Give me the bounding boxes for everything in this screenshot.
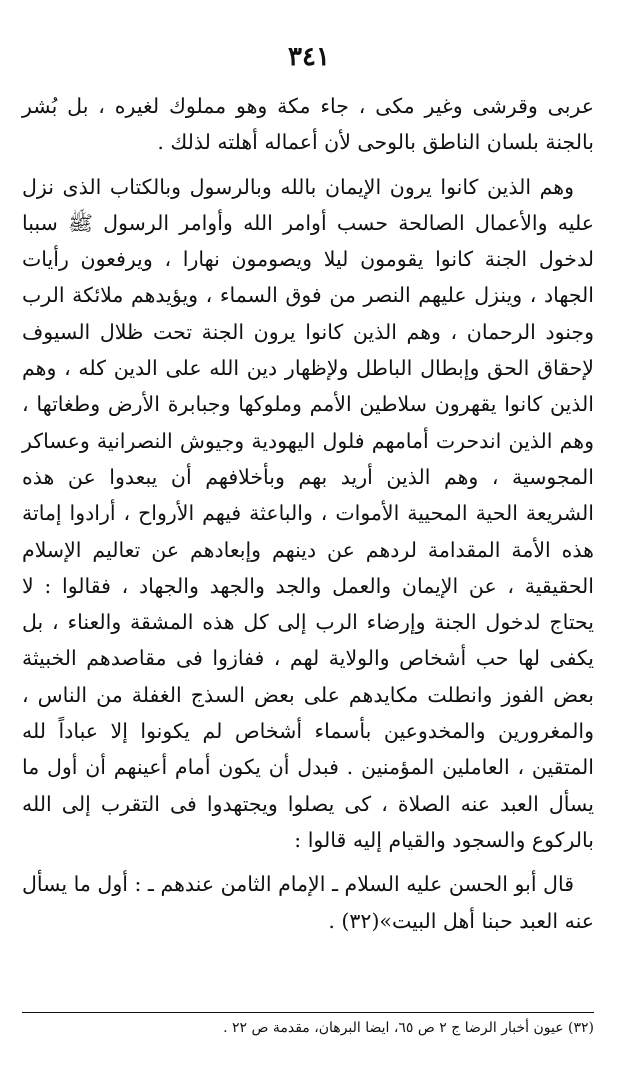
paragraph-3: قال أبو الحسن عليه السلام ـ الإمام الثامن عندهم ـ : أول ما يسأل عنه العبد حبنا أهل البيت»(٣٢) . [22, 872, 594, 933]
paragraph-2: وهم الذين كانوا يرون الإيمان بالله وبالرسول وبالكتاب الذى نزل عليه والأعمال الصالحة حسب أوامر الله وأوامر الرسول ﷺ سببا لدخول الجنة كانوا يقومون ليلا ويصومون نهارا ، ويرفعون رأيات الجهاد ، وينزل عليهم النصر من فوق السماء ، ويؤيدهم ملائكة الرب وجنود الرحمان ، وهم الذين كانوا يرون الجنة تحت ظلال السيوف لإحقاق الحق وإبطال الباطل ولإظهار دين الله على الدين كله ، وهم الذين كانوا يقهرون سلاطين الأمم وملوكها وجبابرة الأرض وطغاتها ، وهم الذين اندحرت أمامهم فلول اليهودية وجيوش النصرانية وعساكر المجوسية ، وهم الذين أريد بهم وبأخلافهم أن يبعدوا عن هذه الشريعة الحية المحيية الأموات ، والباعثة فيهم الأرواح ، أرادوا إماتة هذه الأمة المقدامة لردهم عن دينهم وإبعادهم عن تعاليم الإسلام الحقيقية ، عن الإيمان والعمل والجد والجهد والجهاد ، فقالوا : لا يحتاج لدخول الجنة وإرضاء الرب إلى كل هذه المشقة والعناء ، بل يكفى لها حب أشخاص والولاية لهم ، ففازوا فى مقاصدهم الخبيثة بعض الفوز وانطلت مكايدهم على بعض السذج الغفلة من الناس ، والمغرورين والمخدوعين بأسماء أشخاص لم يكونوا إلا عباداً لله المتقين ، العاملين المؤمنين . فبدل أن يكون أمام أعينهم أن أول ما يسأل العبد عنه الصلاة ، كى يصلوا ويجتهدوا فى التقرب إلى الله بالركوع والسجود والقيام إليه قالوا : [22, 174, 594, 852]
footnote-divider [22, 1012, 594, 1013]
body-text [22, 88, 594, 939]
footnote: (٣٢) عيون أخبار الرضا ج ٢ ص ٦٥، ايضا البرهان، مقدمة ص ٢٢ . [223, 1020, 594, 1036]
page-number: ٣٤١ [288, 42, 330, 72]
paragraph-1: عربى وقرشى وغير مكى ، جاء مكة وهو مملوك لغيره ، بل بُشر بالجنة بلسان الناطق بالوحى لأن أعماله أهلته لذلك . [22, 94, 594, 155]
